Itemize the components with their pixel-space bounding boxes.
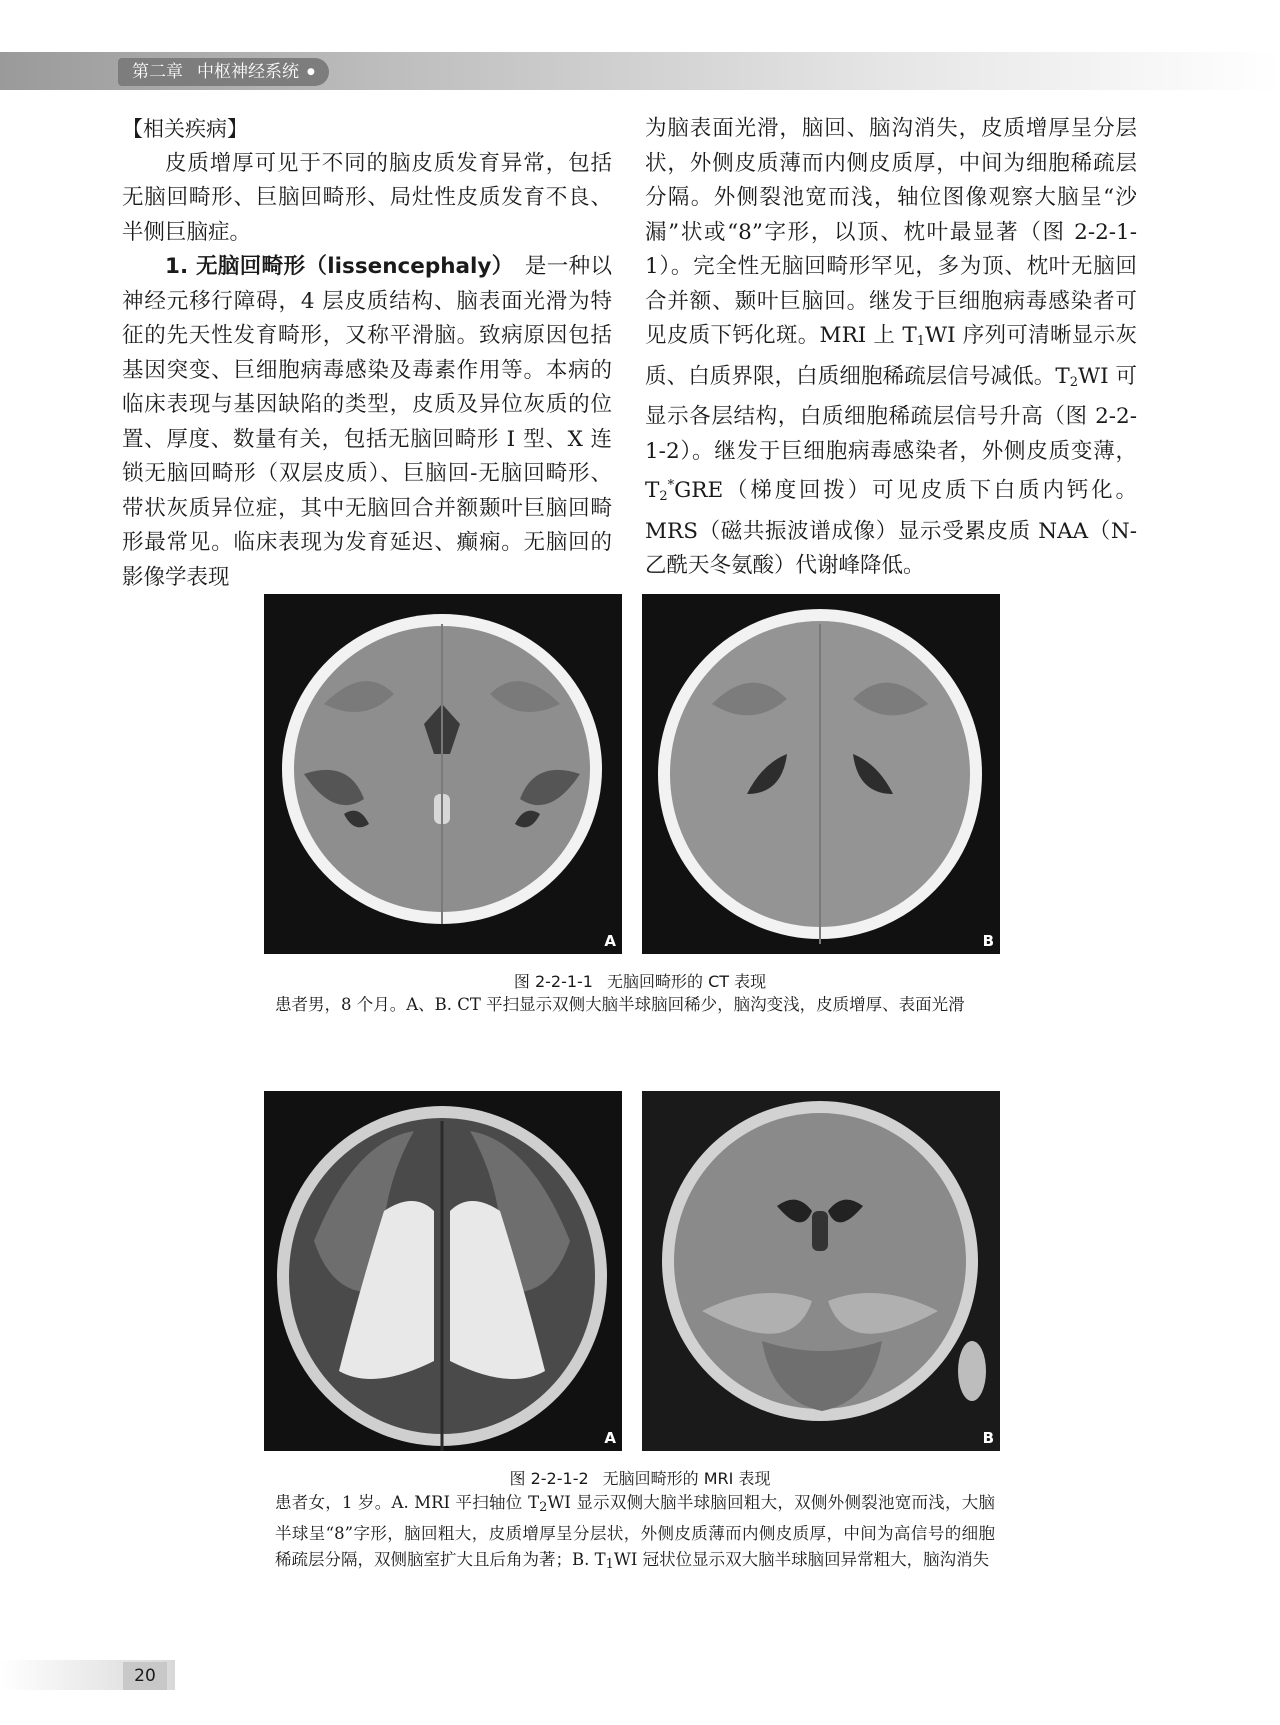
panel-label-b: B <box>982 1429 994 1447</box>
figure-2-title <box>0 1466 1280 1489</box>
figure-2-caption-2: WI 显示双侧大脑半球脑回粗大，双侧外侧裂池宽而浅，大脑半球呈“8”字形，脑回粗大，皮质增厚呈分层状，外侧皮质薄而内侧皮质厚，中间为高信号的细胞稀疏层分隔，双侧脑室扩大且后角为著；B. T <box>275 1493 995 1569</box>
ct-image-a <box>264 594 622 954</box>
bullet-icon: ● <box>307 67 315 77</box>
lissencephaly-text: 是一种以神经元移行障碍，4 层皮质结构、脑表面光滑为特征的先天性发育畸形，又称平滑脑。致病原因包括基因突变、巨细胞病毒感染及毒素作用等。本病的临床表现与基因缺陷的类型，皮质及异位灰质的位置、厚度、数量有关，包括无脑回畸形 Ⅰ 型、X 连锁无脑回畸形（双层皮质）、巨脑回-无脑回畸形、带状灰质异位症，其中无脑回合并额颞叶巨脑回畸形最常见。临床表现为发育延迟、癫痫。无脑回的影像学表现 <box>122 254 612 590</box>
figure-1-images <box>264 594 1000 954</box>
figure-2-caption-1: 患者女，1 岁。A. MRI 平扫轴位 T <box>275 1493 540 1512</box>
left-column <box>122 112 612 595</box>
figure-1-number: 图 2-2-1-1 <box>513 972 593 991</box>
figure-1-title <box>0 969 1280 992</box>
mri-image-a <box>264 1091 622 1451</box>
term-heading: 1. 无脑回畸形（lissencephaly） <box>165 254 503 279</box>
imaging-text-2: WI 序列可清晰显示灰质、白质界限，白质细胞稀疏层信号减低。T <box>645 323 1137 389</box>
figure-2-caption-3: WI 冠状位显示双大脑半球脑回异常粗大，脑沟消失 <box>613 1550 990 1569</box>
caption-t2-subscript: 2 <box>539 1500 548 1515</box>
mri-image-b <box>642 1091 1000 1451</box>
section-title: 【相关疾病】 <box>122 117 248 141</box>
imaging-text-1: 为脑表面光滑，脑回、脑沟消失，皮质增厚呈分层状，外侧皮质薄而内侧皮质厚，中间为细胞稀疏层分隔。外侧裂池宽而浅，轴位图像观察大脑呈“沙漏”状或“8”字形，以顶、枕叶最显著（图 2-2-1-1）。完全性无脑回畸形罕见，多为顶、枕叶无脑回合并额、颞叶巨脑回。继发于巨细胞病毒感染者可见皮质下钙化斑。MRI 上 T <box>645 116 1137 348</box>
figure-1-heading: 无脑回畸形的 CT 表现 <box>607 972 767 991</box>
chapter-label: 第二章 <box>132 62 183 82</box>
chapter-header <box>118 58 329 86</box>
figure-2-number: 图 2-2-1-2 <box>509 1469 589 1488</box>
section-label: 中枢神经系统 <box>197 62 299 82</box>
panel-label-b: B <box>982 932 994 950</box>
caption-t1-subscript: 1 <box>605 1557 614 1572</box>
ct-image-b <box>642 594 1000 954</box>
intro-paragraph: 皮质增厚可见于不同的脑皮质发育异常，包括无脑回畸形、巨脑回畸形、局灶性皮质发育不良、半侧巨脑症。 <box>122 150 612 245</box>
t1-subscript: 1 <box>916 334 925 349</box>
figure-2-heading: 无脑回畸形的 MRI 表现 <box>602 1469 771 1488</box>
imaging-text-4: GRE（梯度回拨）可见皮质下白质内钙化。MRS（磁共振波谱成像）显示受累皮质 NAA（N-乙酰天冬氨酸）代谢峰降低。 <box>645 478 1137 578</box>
right-column <box>645 112 1137 584</box>
imaging-paragraph <box>645 112 1137 584</box>
t2star-subscript: 2 <box>659 489 668 504</box>
imaging-text-3: WI 可显示各层结构，白质细胞稀疏层信号升高（图 2-2-1-2）。继发于巨细胞病毒感染者，外侧皮质变薄，T <box>645 363 1137 503</box>
figure-2-images <box>264 1091 1000 1451</box>
lissencephaly-paragraph <box>122 250 612 595</box>
figure-1-caption: 患者男，8 个月。A、B. CT 平扫显示双侧大脑半球脑回稀少，脑沟变浅，皮质增厚、表面光滑 <box>275 995 965 1014</box>
figure-2-caption <box>275 1490 995 1578</box>
t2-subscript: 2 <box>1069 374 1078 390</box>
page-number: 20 <box>123 1662 167 1690</box>
t2star-superscript: * <box>667 478 675 493</box>
panel-label-a: A <box>604 1429 616 1447</box>
panel-label-a: A <box>604 932 616 950</box>
